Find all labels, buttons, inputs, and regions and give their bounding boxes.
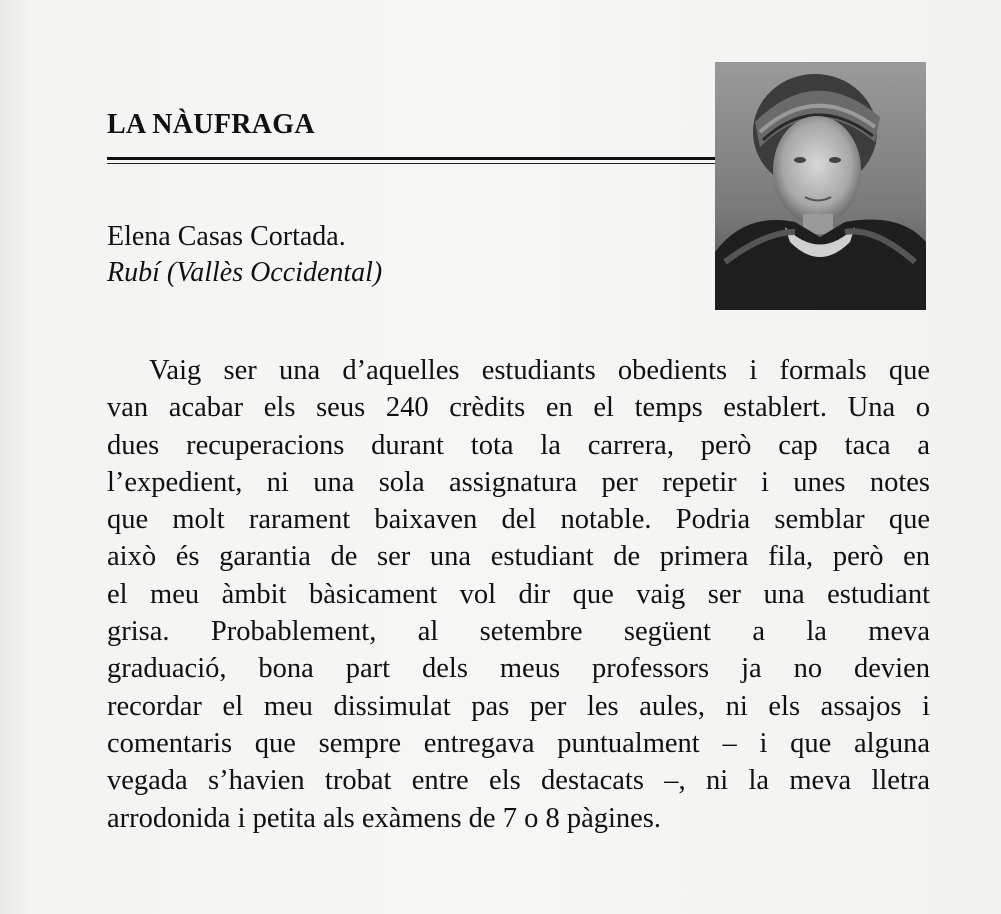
body-line: vegada s’havien trobat entre els destacats –, ni la meva lletra — [107, 765, 930, 797]
author-name: Elena Casas Cortada. — [107, 221, 346, 252]
body-line: grisa. Probablement, al setembre següent a la meva — [107, 616, 930, 648]
body-line: dues recuperacions durant tota la carrera, però cap taca a — [107, 429, 930, 461]
title-rule-thin — [107, 163, 715, 164]
body-line: van acabar els seus 240 crèdits en el temps establert. Una o — [107, 392, 930, 424]
body-line: graduació, bona part dels meus professors ja no devien — [107, 653, 930, 685]
title-rule — [107, 157, 715, 160]
author-portrait-photo — [715, 62, 926, 310]
body-line: el meu àmbit bàsicament vol dir que vaig ser una estudiant — [107, 578, 930, 610]
body-line: comentaris que sempre entregava puntualment – i que alguna — [107, 727, 930, 759]
article-body — [107, 352, 930, 837]
body-line: arrodonida i petita als exàmens de 7 o 8 pàgines. — [107, 802, 661, 834]
body-line: recordar el meu dissimulat pas per les aules, ni els assajos i — [107, 690, 930, 722]
article-title: LA NÀUFRAGA — [107, 109, 315, 140]
body-line: que molt rarament baixaven del notable. Podria semblar que — [107, 504, 930, 536]
body-line: Vaig ser una d’aquelles estudiants obedients i formals que — [149, 355, 930, 386]
body-line: això és garantia de ser una estudiant de primera fila, però en — [107, 541, 930, 573]
body-line: l’expedient, ni una sola assignatura per repetir i unes notes — [107, 466, 930, 498]
portrait-image — [715, 62, 926, 310]
author-location: Rubí (Vallès Occidental) — [107, 257, 383, 288]
